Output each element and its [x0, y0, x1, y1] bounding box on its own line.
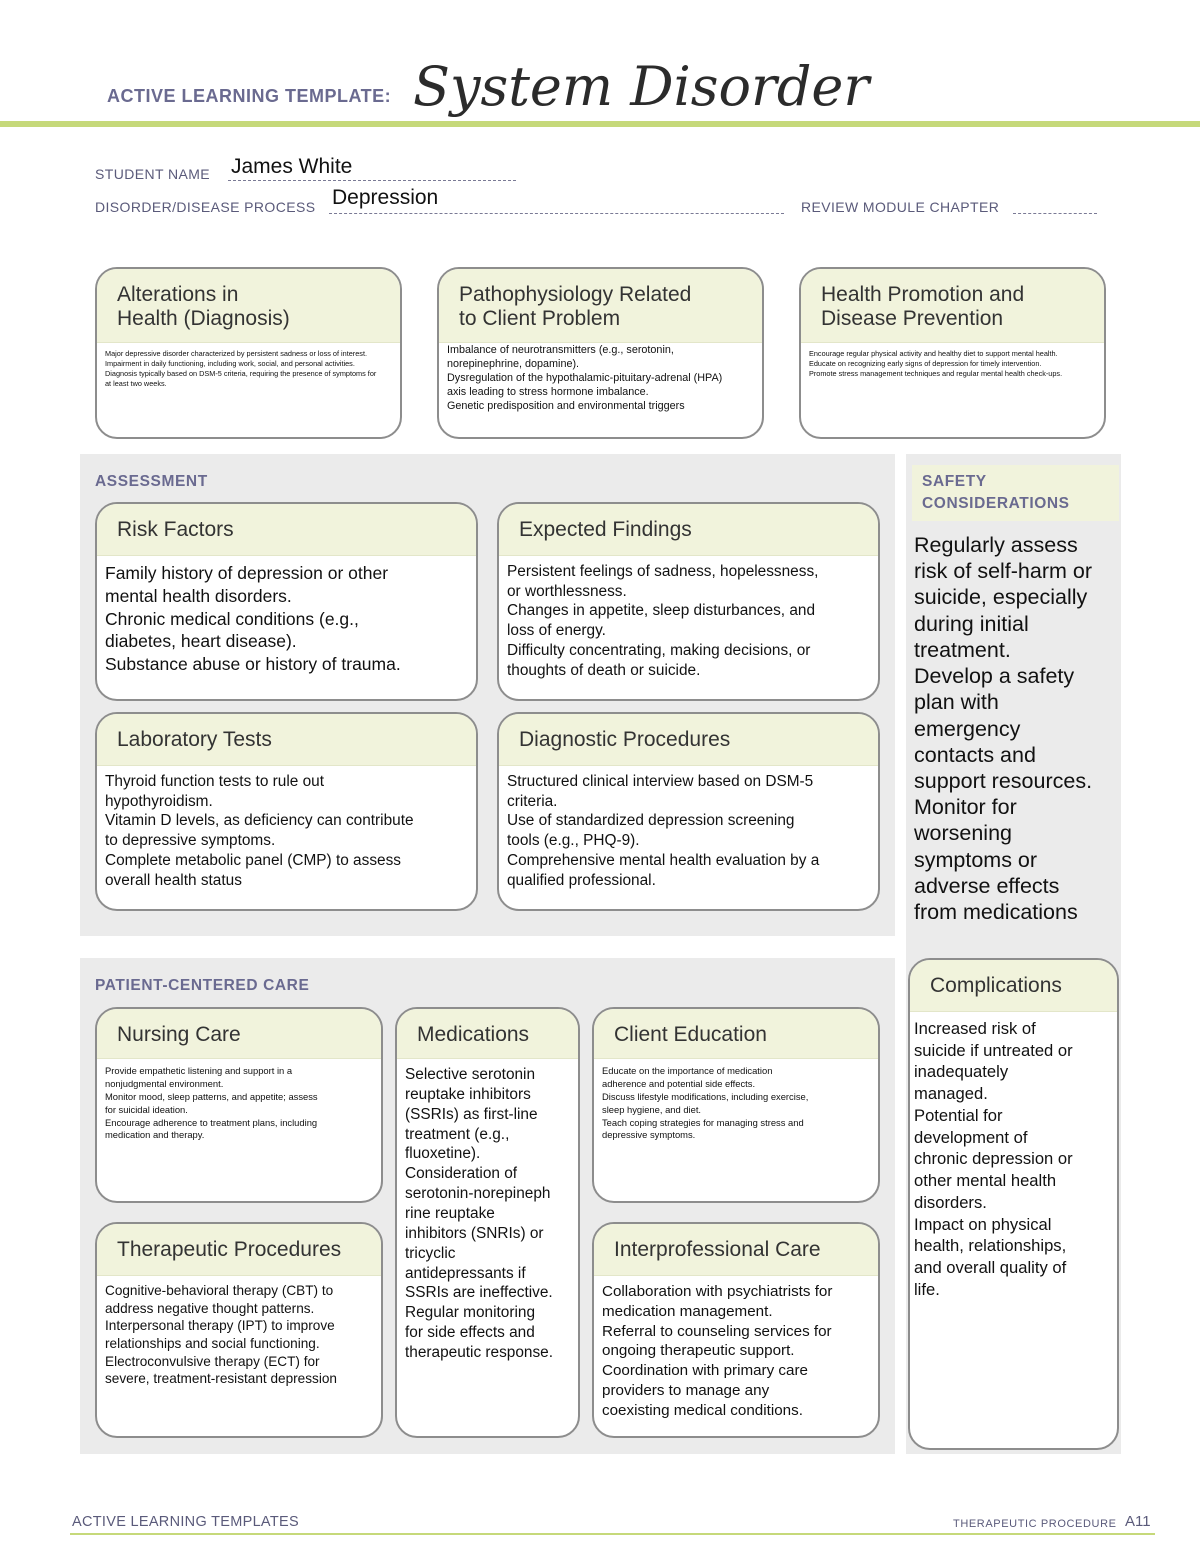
review-module-label: REVIEW MODULE CHAPTER [801, 199, 1000, 215]
client-education-box [592, 1007, 880, 1203]
header-divider [0, 121, 1200, 127]
client-education-text: Educate on the importance of medication adherence and potential side effects. Discuss lifestyle modifications, including exercise, sleep hygiene, and diet. Teach coping strategies for managing stress and depressive symptoms. [602, 1065, 809, 1141]
alterations-text: Major depressive disorder characterized by persistent sadness or loss of interest. Impairment in daily functioning, including work, social, and personal activities. Diagnosis typically based on DSM-5 criteria, requiring the presence of symptoms for at least two weeks. [105, 349, 377, 388]
risk-factors-text: Family history of depression or other mental health disorders. Chronic medical conditions (e.g., diabetes, heart disease). Substance abuse or history of trauma. [105, 563, 401, 674]
expected-findings-title: Expected Findings [499, 504, 878, 556]
medications-title: Medications [397, 1009, 578, 1059]
template-label: ACTIVE LEARNING TEMPLATE: [107, 86, 392, 106]
laboratory-tests-box [95, 712, 478, 911]
complications-text: Increased risk of suicide if untreated or inadequately managed. Potential for development of chronic depression or other mental health disorders. Impact on physical health, relationships, and overall quality of life. [914, 1019, 1073, 1299]
alterations-box [95, 267, 402, 439]
nursing-care-box [95, 1007, 383, 1203]
page-title: System Disorder [413, 55, 870, 118]
alterations-title: Alterations in Health (Diagnosis) [97, 269, 400, 343]
therapeutic-procedures-title: Therapeutic Procedures [97, 1224, 381, 1276]
nursing-care-title: Nursing Care [97, 1009, 381, 1059]
disorder-label: DISORDER/DISEASE PROCESS [95, 199, 316, 215]
student-name-value[interactable]: James White [231, 155, 353, 178]
complications-title: Complications [910, 960, 1117, 1012]
safety-considerations-text: Regularly assess risk of self-harm or suicide, especially during initial treatment. Develop a safety plan with emergency contacts and support resources. Monitor for worsening symptoms or adverse effects from medications [914, 533, 1093, 925]
laboratory-tests-text: Thyroid function tests to rule out hypothyroidism. Vitamin D levels, as deficiency can contribute to depressive symptoms. Complete metabolic panel (CMP) to assess overall health status [105, 773, 414, 889]
therapeutic-procedures-text: Cognitive-behavioral therapy (CBT) to address negative thought patterns. Interpersonal therapy (IPT) to improve relationships and social functioning. Electroconvulsive therapy (ECT) for severe, treatment-resistant depression [105, 1283, 337, 1387]
review-module-line [1013, 198, 1097, 214]
disorder-value[interactable]: Depression [332, 186, 439, 209]
medications-box [395, 1007, 580, 1438]
risk-factors-title: Risk Factors [97, 504, 476, 556]
footer-left-label: ACTIVE LEARNING TEMPLATES [72, 1514, 299, 1530]
assessment-label: ASSESSMENT [95, 473, 208, 490]
interprofessional-care-box [592, 1222, 880, 1438]
diagnostic-procedures-box [497, 712, 880, 911]
pathophysiology-box [437, 267, 764, 439]
pathophysiology-text: Imbalance of neurotransmitters (e.g., serotonin, norepinephrine, dopamine). Dysregulation of the hypothalamic-pituitary-adrenal (HPA) axis leading to stress hormone imbalance. Genetic predisposition and environmental triggers [447, 344, 723, 413]
expected-findings-text: Persistent feelings of sadness, hopelessness, or worthlessness. Changes in appetite, sleep disturbances, and loss of energy. Difficulty concentrating, making decisions, or thoughts of death or suicide. [507, 563, 819, 679]
health-promotion-text: Encourage regular physical activity and healthy diet to support mental health. Educate on recognizing early signs of depression for timely intervention. Promote stress management techniques and regular mental health check-ups. [809, 349, 1063, 378]
interprofessional-care-title: Interprofessional Care [594, 1224, 878, 1276]
health-promotion-title: Health Promotion and Disease Prevention [801, 269, 1104, 343]
student-name-label: STUDENT NAME [95, 166, 210, 182]
diagnostic-procedures-title: Diagnostic Procedures [499, 714, 878, 766]
pathophysiology-title: Pathophysiology Related to Client Problem [439, 269, 762, 343]
complications-box [908, 958, 1119, 1450]
footer-right-label: THERAPEUTIC PROCEDURE [953, 1518, 1117, 1530]
diagnostic-procedures-text: Structured clinical interview based on DSM-5 criteria. Use of standardized depression screening tools (e.g., PHQ-9). Comprehensive mental health evaluation by a qualified professional. [507, 773, 820, 889]
medications-text: Selective serotonin reuptake inhibitors (SSRIs) as first-line treatment (e.g., fluoxetine). Consideration of serotonin-norepineph rine reuptake inhibitors (SNRIs) or tricyclic antidepressants if SSRIs are ineffective. Regular monitoring for side effects and therapeutic response. [405, 1066, 554, 1362]
footer-divider [70, 1533, 1155, 1535]
expected-findings-box [497, 502, 880, 701]
patient-centered-care-label: PATIENT-CENTERED CARE [95, 977, 310, 994]
risk-factors-box [95, 502, 478, 701]
nursing-care-text: Provide empathetic listening and support in a nonjudgmental environment. Monitor mood, sleep patterns, and appetite; assess for suicidal ideation. Encourage adherence to treatment plans, including medication and therapy. [105, 1065, 318, 1141]
safety-considerations-label: SAFETY CONSIDERATIONS [912, 465, 1119, 521]
interprofessional-care-text: Collaboration with psychiatrists for medication management. Referral to counseling services for ongoing therapeutic support. Coordination with primary care providers to manage any coexisting medical conditions. [602, 1283, 833, 1419]
health-promotion-box [799, 267, 1106, 439]
therapeutic-procedures-box [95, 1222, 383, 1438]
laboratory-tests-title: Laboratory Tests [97, 714, 476, 766]
page-number: A11 [1125, 1513, 1151, 1530]
client-education-title: Client Education [594, 1009, 878, 1059]
